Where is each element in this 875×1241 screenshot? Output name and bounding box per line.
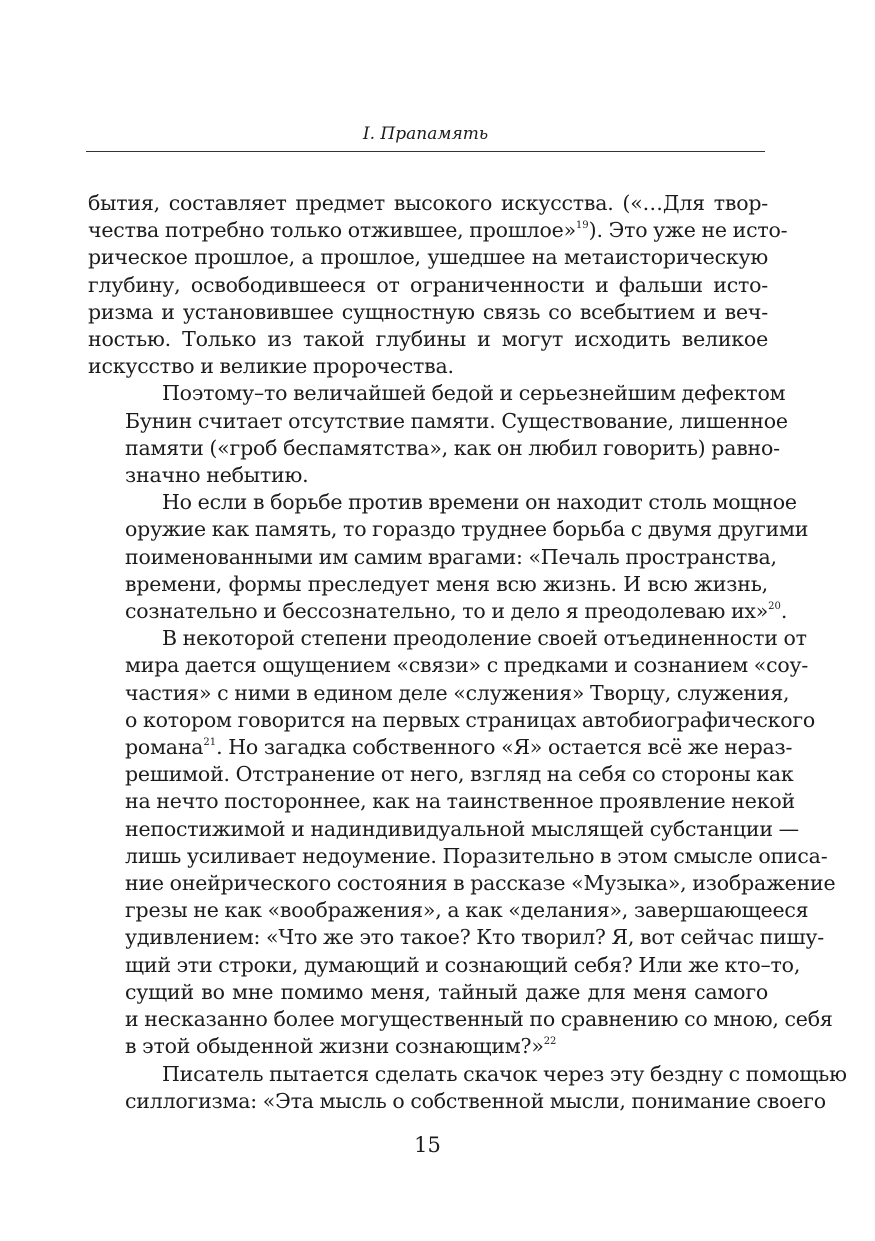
header-rule xyxy=(86,151,765,152)
text-line: Писатель пытается сделать скачок через эту бездну с помощью xyxy=(162,1061,847,1086)
text-line: и несказанно более могущественный по сравнению со мною, себя xyxy=(125,1007,833,1032)
text-line: бытия, составляет предмет высокого искусства. («…Для твор- xyxy=(88,191,768,215)
text-line: глубину, освободившееся от ограниченности и фальши исто- xyxy=(88,272,768,297)
text-line: романа$^{21}$. Но загадка собственного «Я» остается всё же нераз- xyxy=(125,735,793,760)
paragraph xyxy=(88,625,836,1060)
text-line: памяти («гроб беспамятства», как он любил говорить) равно- xyxy=(125,435,780,460)
text-line: удивлением: «Что же это такое? Кто творил? Я, вот сейчас пишу- xyxy=(125,925,824,950)
text-line: о котором говорится на первых страницах автобиографического xyxy=(125,707,816,732)
text-line: времени, формы преследует меня всю жизнь. И всю жизнь, xyxy=(125,571,768,596)
running-head: I. Прапамять xyxy=(362,124,489,144)
text-line: искусство и великие пророчества. xyxy=(88,354,454,379)
text-line: щий эти строки, думающий и сознающий себя? Или же кто–то, xyxy=(125,952,801,977)
text-line: силлогизма: «Эта мысль о собственной мысли, понимание своего xyxy=(125,1088,826,1113)
text-line: сознательно и бессознательно, то и дело я преодолеваю их»$^{20}$. xyxy=(125,599,788,624)
text-line: В некоторой степени преодоление своей отъединенности от xyxy=(162,626,807,651)
footnote-ref[interactable]: 20 xyxy=(768,601,781,613)
text-line: ние онейрического состояния в рассказе «Музыка», изображение xyxy=(125,871,836,896)
text-line: ризма и установившее сущностную связь со всебытием и веч- xyxy=(88,299,768,324)
text-line: в этой обыденной жизни сознающим?»$^{22}$ xyxy=(125,1034,557,1059)
text-line: рическое прошлое, а прошлое, ушедшее на метаисторическую xyxy=(88,245,768,270)
footnote-ref[interactable]: 19 xyxy=(575,220,589,232)
text-line: ностью. Только из такой глубины и могут исходить великое xyxy=(88,327,768,352)
text-line: Но если в борьбе против времени он находит столь мощное xyxy=(162,490,797,515)
footnote-ref[interactable]: 21 xyxy=(203,737,217,749)
text-line: непостижимой и надиндивидуальной мыслящей субстанции — xyxy=(125,816,799,841)
text-line: значно небытию. xyxy=(125,463,309,488)
paragraph xyxy=(88,380,788,489)
paragraph xyxy=(88,190,788,380)
main-text xyxy=(88,190,847,1115)
text-line: чества потребно только отжившее, прошлое»$^{19}$). Это уже не исто- xyxy=(88,218,788,243)
text-line: решимой. Отстранение от него, взгляд на себя со стороны как xyxy=(125,762,794,787)
paragraph xyxy=(88,489,809,625)
text-line: Поэтому–то величайшей бедой и серьезнейшим дефектом xyxy=(162,381,786,406)
page-number: 15 xyxy=(414,1133,441,1157)
text-line: Бунин считает отсутствие памяти. Существование, лишенное xyxy=(125,408,788,433)
text-line: на нечто постороннее, как на таинственное проявление некой xyxy=(125,789,795,814)
text-line: поименованными им самим врагами: «Печаль пространства, xyxy=(125,544,777,569)
text-line: оружие как память, то гораздо труднее борьба с двумя другими xyxy=(125,517,809,542)
text-line: сущий во мне помимо меня, тайный даже для меня самого xyxy=(125,979,768,1004)
text-line: мира дается ощущением «связи» с предками и сознанием «соу- xyxy=(125,653,809,678)
text-line: грезы не как «воображения», а как «делания», завершающееся xyxy=(125,898,809,923)
paragraph xyxy=(88,1061,847,1115)
text-line: лишь усиливает недоумение. Поразительно в этом смысле описа- xyxy=(125,843,828,868)
text-line: частия» с ними в едином деле «служения» Творцу, служения, xyxy=(125,680,790,705)
footnote-ref[interactable]: 22 xyxy=(543,1036,557,1048)
